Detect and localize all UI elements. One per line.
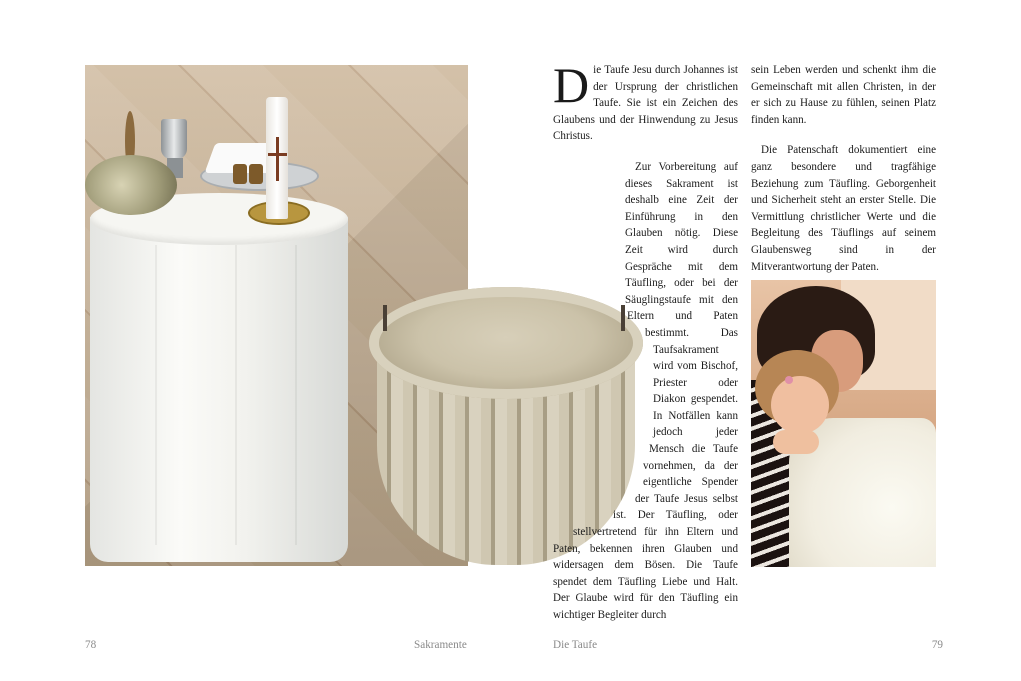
cloth-fold xyxy=(295,245,297,545)
text-column-2 xyxy=(751,62,936,275)
cloth-fold xyxy=(235,245,237,545)
paragraph-preparation: Zur Vorbereitung auf dieses Sakrament ist deshalb eine Zeit der Einführung in den Glauben nötig. Diese Zeit wird durch Gespräche mit dem Täufling, oder bei der Säuglingstaufe mit den Eltern und Paten bestimmt. Das Taufsakrament wird vom Bischof, Priester oder Diakon gespendet. In Notfällen kann jedoch jeder Mensch die Taufe vornehmen, da der eigentliche Spender der Taufe Jesus selbst ist. Der Täufling, oder stellvertretend für ihn Eltern und Paten, bekennen ihren Glauben und widersagen dem Bösen. Die Taufe spendet dem Täufling Liebe und Halt. Der Glaube wird für den Täufling ein wichtiger Begleiter durch xyxy=(553,160,738,621)
drop-cap: D xyxy=(553,57,590,113)
candle-cross xyxy=(276,137,279,181)
child-arm xyxy=(773,430,819,454)
oil-jar xyxy=(249,164,263,184)
paragraph-intro-text: ie Taufe Jesu durch Johannes ist der Ursprung der christlichen Taufe. Sie ist ein Zeichen des Glaubens und der Hinwendung zu Jesus Christus. xyxy=(553,64,738,143)
flower-bouquet xyxy=(85,155,177,215)
silver-chalice xyxy=(161,119,187,159)
paragraph-intro xyxy=(553,57,738,145)
altar-table-cloth xyxy=(90,217,348,562)
pink-hairclip xyxy=(785,376,793,384)
candle-cross xyxy=(268,153,287,156)
oil-jar xyxy=(233,164,247,184)
cloth-fold xyxy=(155,245,157,545)
text-column-1 xyxy=(553,57,738,624)
page-number-right: 79 xyxy=(931,639,943,651)
mother-child-photo xyxy=(751,280,936,567)
running-head-right: Die Taufe xyxy=(553,639,598,651)
paragraph-community: sein Leben werden und schenkt ihm die Gemeinschaft mit allen Christen, in der er sich zu Hause zu fühlen, seinen Platz finden kann. xyxy=(751,64,936,126)
child-face xyxy=(771,376,829,434)
font-hook xyxy=(383,305,387,331)
running-head-left: Sakramente xyxy=(414,639,467,651)
paragraph-godparents: Die Patenschaft dokumentiert eine ganz besondere und tragfähige Beziehung zum Täufling. Geborgenheit und Sicherheit steht an erster Stelle. Die Vermittlung christlicher Werte und die Begleitung des Täuflings auf seinem Glaubensweg sind in der Mitverantwortung der Paten. xyxy=(751,144,936,273)
page-number-left: 78 xyxy=(85,639,97,651)
